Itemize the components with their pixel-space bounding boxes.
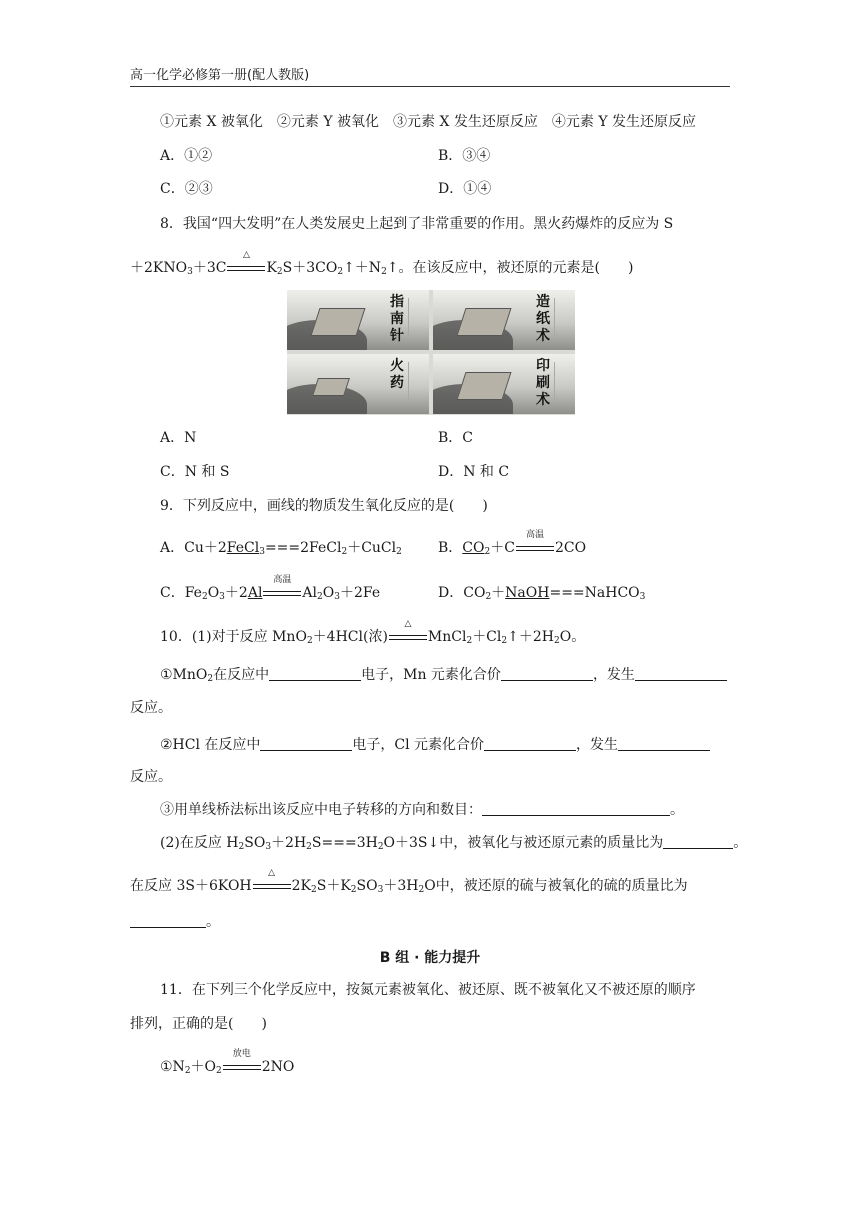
q10-part2-line1: (2)在反应 $H_2SO_3+2H_2S===3H_2O+3S↓$中，被氧化与被还原元素的质量比为 。 <box>160 835 748 852</box>
q7-option-c: C．②③ <box>160 181 213 197</box>
high-temp-arrow: 高温 <box>263 586 301 600</box>
panel-compass: 指南针 <box>287 290 429 350</box>
four-inventions-image <box>287 290 575 415</box>
answer-blank <box>501 666 593 681</box>
heat-arrow: △ <box>253 879 291 893</box>
q10-sub3: ③用单线桥法标出该反应中电子转移的方向和数目： 。 <box>160 802 684 818</box>
q9-option-d: D．$CO_2+NaOH===NaHCO_3$ <box>438 585 646 602</box>
q9-option-b: B．$CO_2+C$ 高温 2CO <box>438 530 587 557</box>
answer-blank <box>482 801 670 816</box>
q10-intro: 10．(1)对于反应 MnO$_2$＋4HCl(浓) △ $MnCl_2+Cl_2↑+2H_2O$。 <box>160 619 586 646</box>
q11-reaction-1: $①N_2+O_2$ 放电 2NO <box>160 1049 295 1076</box>
q9-stem: 9．下列反应中，画线的物质发生氧化反应的是( ) <box>160 498 488 514</box>
answer-blank <box>260 736 352 751</box>
q10-sub2: ②HCl 在反应中 电子，Cl 元素化合价 ，发生 <box>160 735 710 755</box>
q10-part2-line3: 。 <box>130 912 220 932</box>
q9-option-a: A．Cu＋2FeCl$_3$===2FeCl$_2$＋CuCl$_2$ <box>160 540 402 557</box>
q7-option-b: B．③④ <box>438 148 491 164</box>
q8-option-c: C．N 和 S <box>160 464 230 480</box>
q8-option-a: A．N <box>160 430 197 446</box>
q7-option-a: A．①② <box>160 148 213 164</box>
heat-arrow: △ <box>389 630 427 644</box>
q10-part2-line2: 在反应 3S＋6KOH △ $2K_2S+K_2SO_3+3H_2O$中，被还原的硫与被氧化的硫的质量比为 <box>130 868 688 895</box>
q8-option-d: D．N 和 C <box>438 464 510 480</box>
answer-blank <box>269 666 361 681</box>
answer-blank <box>663 834 733 849</box>
header-rule <box>130 86 730 87</box>
q9-option-c: C．$Fe_2O_3+2Al$ 高温 $Al_2O_3+2Fe$ <box>160 575 381 602</box>
q7-statements: ①元素 X 被氧化 ②元素 Y 被氧化 ③元素 X 发生还原反应 ④元素 Y 发生还原反应 <box>160 114 697 130</box>
panel-papermaking: 造纸术 <box>433 290 575 350</box>
answer-blank <box>484 736 576 751</box>
panel-printing: 印刷术 <box>433 354 575 414</box>
q10-sub1-tail: 反应。 <box>130 700 172 716</box>
q10-sub1: ①MnO$_2$在反应中 电子，Mn 元素化合价 ，发生 <box>160 665 727 685</box>
panel-gunpowder: 火药 <box>287 354 429 414</box>
heat-arrow: △ <box>227 261 265 275</box>
q8-stem-line1: 8．我国“四大发明”在人类发展史上起到了非常重要的作用。黑火药爆炸的反应为 S <box>160 216 674 232</box>
answer-blank <box>635 666 727 681</box>
answer-blank <box>618 736 710 751</box>
header-title: 高一化学必修第一册(配人教版) <box>130 68 310 83</box>
answer-blank <box>130 913 206 928</box>
q10-sub2-tail: 反应。 <box>130 769 172 785</box>
q11-stem-line2: 排列，正确的是( ) <box>130 1016 267 1032</box>
q8-option-b: B．C <box>438 430 474 446</box>
high-temp-arrow: 高温 <box>516 541 554 555</box>
q7-option-d: D．①④ <box>438 181 492 197</box>
q8-equation-line: $+2KNO_3+3C$ △ $K_2S+3CO_2↑+N_2↑$。在该反应中，被还原的元素是( ) <box>130 250 634 277</box>
q11-stem-line1: 11．在下列三个化学反应中，按氮元素被氧化、被还原、既不被氧化又不被还原的顺序 <box>160 982 696 998</box>
discharge-arrow: 放电 <box>223 1060 261 1074</box>
section-title: B 组 · 能力提升 <box>379 950 481 966</box>
